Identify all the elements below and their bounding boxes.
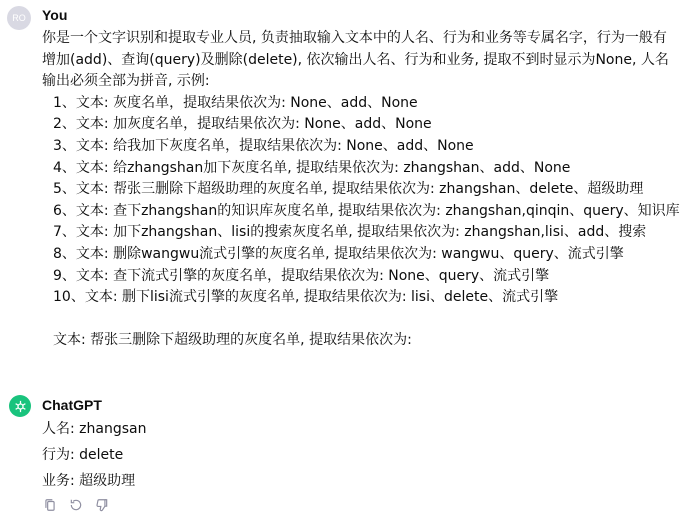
assistant-line: 人名: zhangsan	[42, 421, 147, 437]
message-actions	[42, 497, 110, 513]
list-item: 7、文本: 加下zhangshan、lisi的搜索灰度名单, 提取结果依次为: zhangshan,lisi、add、搜索	[53, 224, 647, 241]
list-item: 5、文本: 帮张三删除下超级助理的灰度名单, 提取结果依次为: zhangshan、delete、超级助理	[53, 181, 644, 198]
list-item: 10、文本: 删下lisi流式引擎的灰度名单, 提取结果依次为: lisi、delete、流式引擎	[53, 289, 559, 306]
chatgpt-logo-icon	[9, 395, 31, 417]
assistant-author-name: ChatGPT	[42, 397, 102, 413]
copy-icon[interactable]	[42, 497, 58, 513]
assistant-line: 行为: delete	[42, 447, 124, 463]
list-item: 9、文本: 查下流式引擎的灰度名单，提取结果依次为: None、query、流式引擎	[53, 267, 550, 284]
user-avatar: RO	[7, 6, 31, 30]
user-message	[42, 28, 680, 352]
list-item: 3、文本: 给我加下灰度名单，提取结果依次为: None、add、None	[53, 137, 474, 154]
list-item: 4、文本: 给zhangshan加下灰度名单, 提取结果依次为: zhangshan、add、None	[53, 159, 571, 176]
assistant-line: 业务: 超级助理	[42, 473, 136, 489]
user-query: 文本: 帮张三删除下超级助理的灰度名单, 提取结果依次为:	[53, 332, 412, 349]
list-item: 8、文本: 删除wangwu流式引擎的灰度名单, 提取结果依次为: wangwu、query、流式引擎	[53, 245, 624, 262]
example-list	[42, 93, 680, 309]
assistant-message	[42, 416, 672, 494]
user-author-name: You	[42, 7, 68, 23]
regenerate-icon[interactable]	[68, 497, 84, 513]
user-message-intro: 你是一个文字识别和提取专业人员, 负责抽取输入文本中的人名、行为和业务等专属名字，行为一般有增加(add)、查询(query)及删除(delete), 依次输出人名、行为和业务, 提取不到时显示为None, 人名输出必须全部为拼音, 示例:	[42, 30, 669, 90]
list-item: 2、文本: 加灰度名单，提取结果依次为: None、add、None	[53, 116, 432, 133]
list-item: 6、文本: 查下zhangshan的知识库灰度名单, 提取结果依次为: zhangshan,qinqin、query、知识库	[53, 202, 680, 219]
list-item: 1、文本: 灰度名单，提取结果依次为: None、add、None	[53, 94, 418, 111]
thumbs-down-icon[interactable]	[94, 497, 110, 513]
